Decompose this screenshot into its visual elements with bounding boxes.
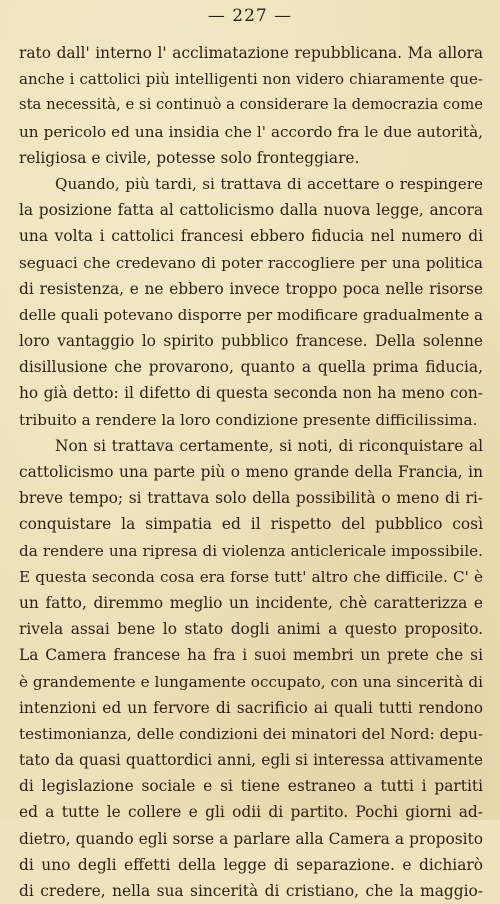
text-line: rivela assai bene lo stato dogli animi a questo proposito. [19,620,483,639]
text-line: loro vantaggio lo spirito pubblico francese. Della solenne [19,332,483,351]
text-line: Quando, più tardi, si trattava di accettare o respingere [55,174,483,193]
text-line: un pericolo ed una insidia che l' accordo fra le due autorità, [19,122,483,141]
text-line: religiosa e civile, potesse solo fronteggiare. [19,148,360,167]
text-line: un fatto, diremmo meglio un incidente, chè caratterizza e [19,593,483,612]
text-line: Non si trattava certamente, si noti, di riconquistare al [55,436,483,455]
text-line: delle quali potevano disporre per modificare gradualmente a [19,305,483,324]
text-line: è grandemente e lungamente occupato, con una sincerità di [19,672,483,691]
text-line: disillusione che provarono, quanto a quella prima fiducia, [19,358,483,377]
text-line: di legislazione sociale e si tiene estraneo a tutti i partiti [19,777,483,796]
text-line: da rendere una ripresa di violenza anticlericale impossibile. [19,541,483,560]
text-line: ho già detto: il difetto di questa seconda non ha meno con- [19,384,483,403]
text-line: tato da quasi quattordici anni, egli si interessa attivamente [19,751,483,770]
page-number: — 227 — [207,6,293,26]
text-line: sta necessità, e si continuò a considerare la democrazia come [19,96,483,114]
text-line: di resistenza, e ne ebbero invece troppo poca nelle risorse [19,279,483,298]
text-line: cattolicismo una parte più o meno grande della Francia, in [19,463,483,481]
text-line: breve tempo; si trattava solo della possibilità o meno di ri- [19,489,483,508]
text-line: anche i cattolici più intelligenti non videro chiaramente que- [19,70,483,89]
text-line: di credere, nella sua sincerità di cristiano, che la maggio- [19,882,483,900]
text-line: conquistare la simpatia ed il rispetto del pubblico così [19,515,483,534]
text-line: E questa seconda cosa era forse tutt' altro che difficile. C' è [19,567,483,586]
text-line: intenzioni ed un fervore di sacrificio ai quali tutti rendono [19,698,483,717]
text-line: La Camera francese ha fra i suoi membri un prete che si [19,646,483,665]
text-line: dietro, quando egli sorse a parlare alla Camera a proposito [19,829,483,848]
text-line: la posizione fatta al cattolicismo dalla nuova legge, ancora [19,201,483,220]
text-line: di uno degli effetti della legge di separazione. e dichiarò [19,855,483,874]
text-line: una volta i cattolici francesi ebbero fiducia nel numero di [19,227,483,246]
text-line: testimonianza, delle condizioni dei minatori del Nord: depu- [19,724,483,743]
text-line: ed a tutte le collere e gli odii di partito. Pochi giorni ad- [19,803,483,822]
text-line: seguaci che credevano di poter raccogliere per una politica [19,253,483,272]
text-line: tribuito a rendere la loro condizione presente difficilissima. [19,410,478,429]
text-line: rato dall' interno l' acclimatazione repubblicana. Ma allora [19,44,483,62]
body-text [19,40,483,904]
